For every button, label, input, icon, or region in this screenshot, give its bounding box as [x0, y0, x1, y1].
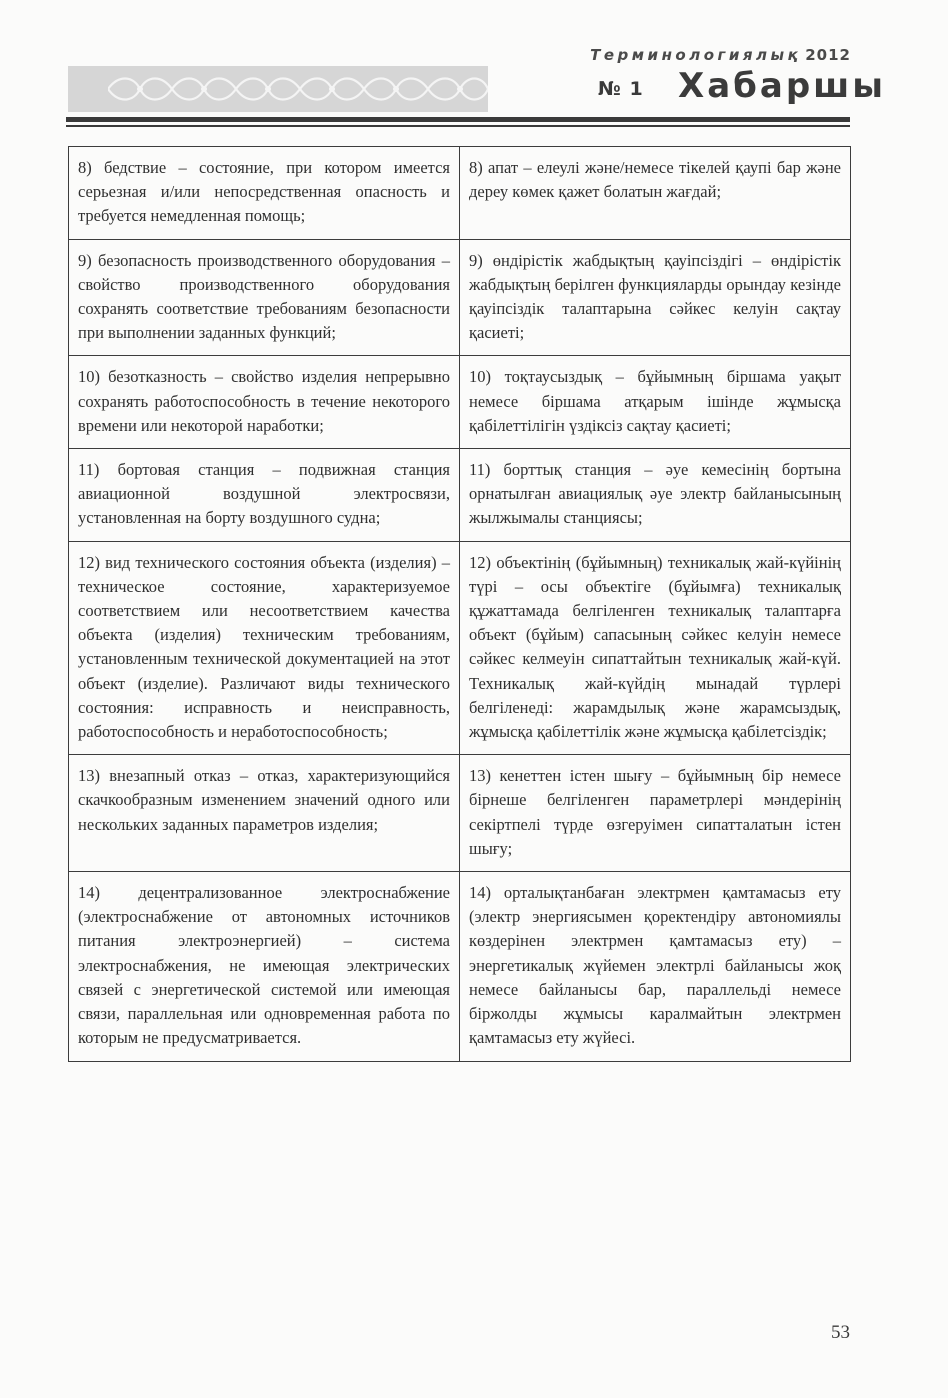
table-row: [69, 449, 851, 542]
header-rule-thin: [66, 125, 850, 127]
term-ru: 12) вид технического состояния объекта (изделия) – техническое состояние, характеризуемое соответствием или несоответствием качества объекта (изделия) техническим требованиям, установленным технической документацией на этот объект (изделие). Различают виды технического состояния: исправность и неисправность, работоспособность и неработоспособность;: [69, 541, 460, 755]
journal-year: 2012: [805, 46, 851, 64]
table-row: [69, 872, 851, 1061]
kazakh-ornament-icon: [108, 70, 488, 108]
table-row: [69, 755, 851, 872]
term-kz: 12) объектінің (бұйымның) техникалық жай-күйінің түрі – осы объектіге (бұйымға) техникалық құжаттамада белгіленген техникалық талаптарға объект (бұйым) сапасының сәйкес келуін немесе сәйкес келмеуін сипаттайтын техникалық жай-күй. Техникалық жай-күйдің мынадай түрлері белгіленеді: жарамдылық және жарамсыздық, жұмысқа қабілеттілік және жұмысқа қабілетсіздік;: [460, 541, 851, 755]
term-ru: 14) децентрализованное электроснабжение (электроснабжение от автономных источников питания электроэнергией) – система электроснабжения, не имеющая электрических связей с энергетической системой или имеющая связи, параллельная или одновременная работа по которым не предусматривается.: [69, 872, 460, 1061]
table-row: [69, 239, 851, 356]
term-ru: 11) бортовая станция – подвижная станция авиационной воздушной электросвязи, установленная на борту воздушного судна;: [69, 449, 460, 542]
table-row: [69, 356, 851, 449]
term-kz: 13) кенеттен істен шығу – бұйымның бір немесе бірнеше белгіленген параметрлері мәндерінің секіртпелі түрде өзгеруімен сипатталатын істен шығу;: [460, 755, 851, 872]
page-number: 53: [831, 1322, 850, 1343]
ornament-band: [68, 66, 488, 112]
journal-name: Терминологиялық: [590, 46, 802, 64]
journal-title-line: [590, 46, 851, 64]
terms-table: [68, 146, 851, 1062]
magazine-title: Хабаршы: [678, 66, 887, 106]
header-rule-thick: [66, 117, 850, 122]
issue-number: № 1: [598, 78, 644, 100]
table-row: [69, 147, 851, 240]
term-ru: 8) бедствие – состояние, при котором имеется серьезная и/или непосредственная опасность и требуется немедленная помощь;: [69, 147, 460, 240]
term-ru: 13) внезапный отказ – отказ, характеризующийся скачкообразным изменением значений одного или нескольких заданных параметров изделия;: [69, 755, 460, 872]
page-header: [0, 0, 948, 130]
table-row: [69, 541, 851, 755]
term-ru: 9) безопасность производственного оборудования – свойство производственного оборудования сохранять соответствие требованиям безопасности при выполнении заданных функций;: [69, 239, 460, 356]
term-kz: 8) апат – елеулі және/немесе тікелей қаупі бар және дереу көмек қажет болатын жағдай;: [460, 147, 851, 240]
term-kz: 11) борттық станция – әуе кемесінің бортына орнатылған авиациялық әуе электр байланысының жылжымалы станциясы;: [460, 449, 851, 542]
term-ru: 10) безотказность – свойство изделия непрерывно сохранять работоспособность в течение некоторого времени или некоторой наработки;: [69, 356, 460, 449]
term-kz: 9) өндірістік жабдықтың қауіпсіздігі – өндірістік жабдықтың берілген функцияларды орындау кезінде қауіпсіздік талаптарына сәйкес келуін сақтау қасиеті;: [460, 239, 851, 356]
term-kz: 10) тоқтаусыздық – бұйымның біршама уақыт немесе біршама атқарым ішінде жұмысқа қабілеттілігін үздіксіз сақтау қасиеті;: [460, 356, 851, 449]
term-kz: 14) орталықтанбаған электрмен қамтамасыз ету (электр энергиясымен қоректендіру автономиялы көздерінен электрмен қамтамасыз ету) – энергетикалық жүйемен электрлі байланысы жоқ немесе байланысы бар, параллельді немесе біржолды жұмысы каралмайтын электрмен қамтамасыз ету жүйесі.: [460, 872, 851, 1061]
